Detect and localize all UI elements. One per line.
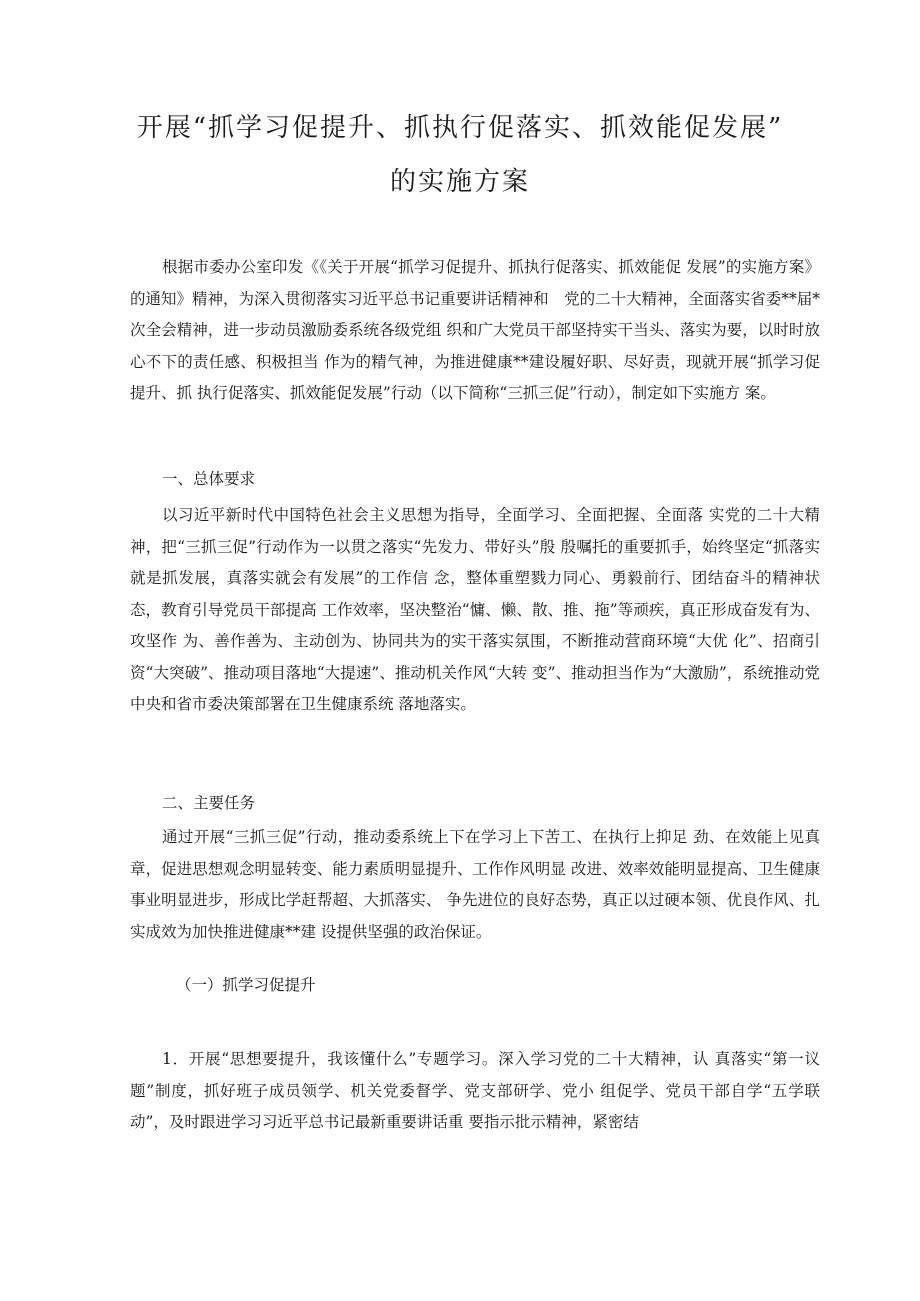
main-tasks-paragraph: 通过开展“三抓三促”行动，推动委系统上下在学习上下苦工、在执行上抑足 劲、在效能上见真章，促进思想观念明显转变、能力素质明显提升、工作作风明显 改进、效率效能明显提高、卫生健康事业明显进步，形成比学赶帮超、大抓落实、 争先进位的良好态势，真正以过硬本领、优良作风、扎实成效为加快推进健康**建 设提供坚强的政治保证。 [130, 828, 820, 941]
document-title-line-1: 开展“抓学习促提升、抓执行促落实、抓效能促发展” [136, 113, 784, 143]
general-requirements-paragraph: 以习近平新时代中国特色社会主义思想为指导，全面学习、全面把握、全面落 实党的二十大精神，把“三抓三促”行动作为一以贯之落实“先发力、带好头”殷 殷嘱托的重要抓手，始终坚定“抓落实就是抓发展，真落实就会有发展”的工作信 念，整体重塑戮力同心、勇毅前行、团结奋斗的精神状态，教育引导党员干部提高 工作效率，坚决整治“慵、懒、散、推、拖”等顽疾，真正形成奋发有为、攻坚作 为、善作善为、主动创为、协同共为的实干落实氛围，不断推动营商环境“大优 化”、招商引资“大突破”、推动项目落地“大提速”、推动机关作风“大转 变”、推动担当作为“大激励”，系统推动党中央和省市委决策部署在卫生健康系统 落地落实。 [130, 506, 820, 713]
item-1-paragraph: 1．开展“思想要提升，我该懂什么”专题学习。深入学习党的二十大精神，认 真落实“第一议题”制度，抓好班子成员领学、机关党委督学、党支部研学、党小 组促学、党员干部自学“五学联动”，及时跟进学习习近平总书记最新重要讲话重 要指示批示精神，紧密结 [130, 1050, 820, 1131]
intro-paragraph: 根据市委办公室印发《《关于开展“抓学习促提升、抓执行促落实、抓效能促 发展”的实施方案》的通知》精神，为深入贯彻落实习近平总书记重要讲话精神和 党的二十大精神，全面落实省委**届*次全会精神，进一步动员激励委系统各级党组 织和广大党员干部坚持实干当头、落实为要，以时时放心不下的责任感、积极担当 作为的精气神，为推进健康**建设履好职、尽好责，现就开展“抓学习促提升、抓 执行促落实、抓效能促发展”行动（以下简称“三抓三促”行动），制定如下实施方 案。 [130, 258, 820, 402]
section-heading-general-requirements: 一、总体要求 [162, 470, 256, 488]
document-title-line-2: 的实施方案 [389, 167, 530, 197]
subsection-heading-study: （一）抓学习促提升 [176, 976, 316, 994]
section-heading-main-tasks: 二、主要任务 [162, 794, 256, 812]
